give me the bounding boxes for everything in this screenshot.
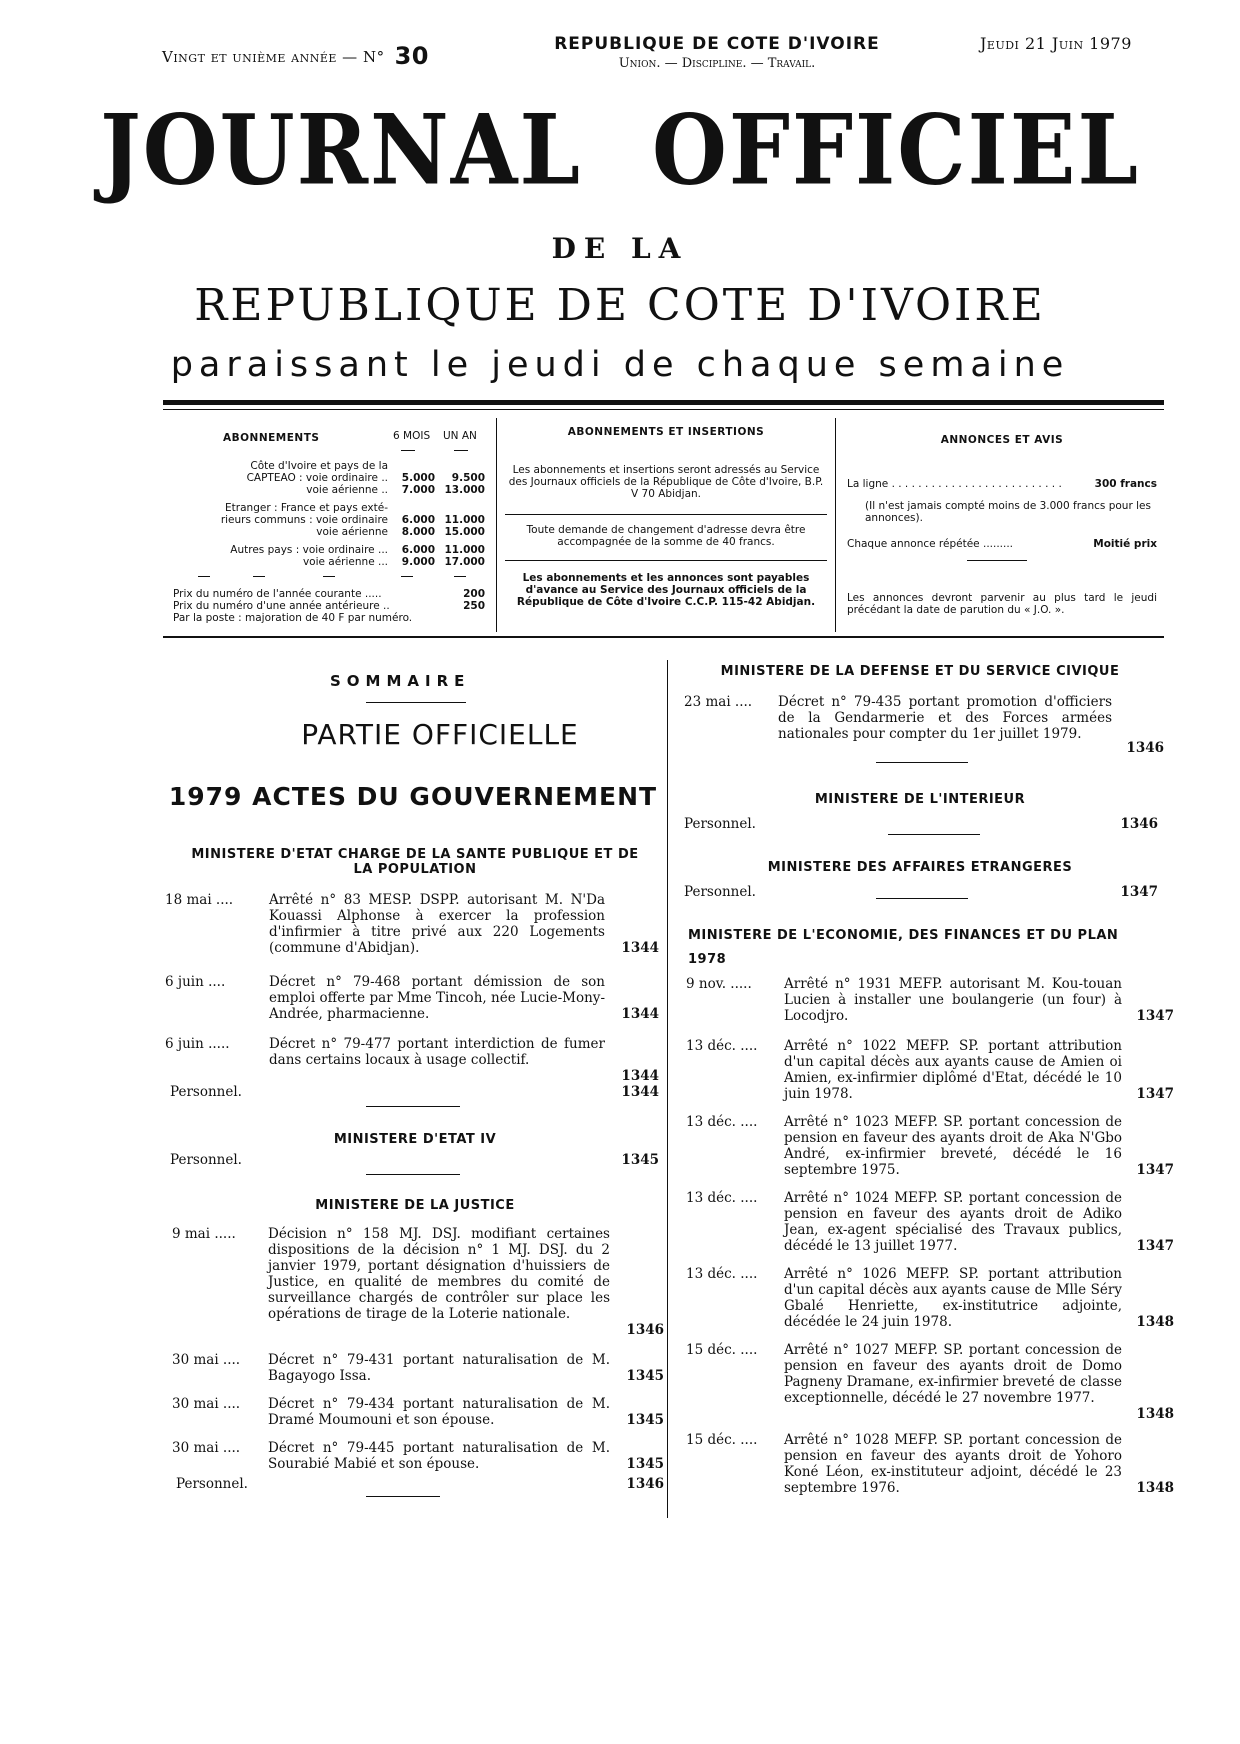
deadline-note: Les annonces devront parvenir au plus tard le jeudi précédant la date de parution du « J.O. ».: [847, 592, 1157, 616]
partie-officielle: PARTIE OFFICIELLE: [301, 718, 579, 751]
motto: Union. — Discipline. — Travail.: [618, 56, 816, 71]
entry-text: Décret n° 79-431 portant naturalisation de M. Bagayogo Issa.: [268, 1352, 610, 1384]
repeat-label: Chaque annonce répétée .........: [847, 538, 1014, 550]
entry-text: Arrêté n° 1026 MEFP. SP. portant attribution d'un capital décès aux ayants cause de Mlle Séry Gbalé Henriette, ex-institutrice adjointe, décédée le 24 juin 1978.: [784, 1266, 1122, 1330]
entry-text: Arrêté n° 1022 MEFP. SP. portant attribution d'un capital décès aux ayants cause de Amien oi Amien, ex-infirmier diplômé d'Etat, décédé le 10 juin 1978.: [784, 1038, 1122, 1102]
entry-page: 1345: [626, 1368, 664, 1384]
rate-6mois: 6.000: [401, 514, 435, 526]
entry-text: Arrêté n° 1023 MEFP. SP. portant concession de pension en faveur des ayants droit de Aka N'Gbo André, ex-infirmier breveté, décédé le 16 septembre 1975.: [784, 1114, 1122, 1178]
ministry-heading: MINISTERE DE L'ECONOMIE, DES FINANCES ET DU PLAN: [688, 928, 1119, 943]
entry-page: 1347: [1136, 1008, 1174, 1024]
entry-date: 9 mai .....: [172, 1226, 236, 1242]
entry-page: 1346: [1120, 816, 1158, 832]
rate-1an: 11.000: [444, 514, 485, 526]
ministry-heading: MINISTERE DES AFFAIRES ETRANGERES: [767, 860, 1073, 875]
subscription-box: [163, 412, 1164, 638]
entry-page: 1346: [1126, 740, 1164, 756]
rate-label: voie aérienne: [316, 526, 388, 538]
price-value: 250: [463, 600, 485, 612]
insertions-para-3: Les abonnements et les annonces sont payables d'avance au Service des Journaux officiels de la République de Côte d'Ivoire C.C.P. 115-42 Abidjan.: [516, 572, 816, 608]
entry-date: 13 déc. ....: [686, 1266, 758, 1282]
entry-date: 23 mai ....: [684, 694, 753, 710]
entry-text: Décision n° 158 MJ. DSJ. modifiant certaines dispositions de la décision n° 1 MJ. DSJ. du 2 janvier 1979, portant désignation d'huissiers de Justice, en qualité de membres du comité de surveillance chargés de contrôler sur place les opérations de tirage de la Loterie nationale.: [268, 1226, 610, 1322]
entry-page: 1347: [1120, 884, 1158, 900]
entry-date: 13 déc. ....: [686, 1038, 758, 1054]
issue-date: Jeudi 21 Juin 1979: [980, 34, 1132, 53]
entry-label: Personnel.: [170, 1152, 242, 1168]
entry-date: 6 juin ....: [165, 974, 226, 990]
entry-text: Arrêté n° 1028 MEFP. SP. portant concession de pension en faveur des ayants droit de Yohoro Koné Léon, ex-instituteur adjoint, décédé le 23 septembre 1976.: [784, 1432, 1122, 1496]
rate-label: CAPTEAO : voie ordinaire ..: [246, 472, 388, 484]
entry-page: 1346: [626, 1322, 664, 1338]
entry-text: Arrêté n° 1931 MEFP. autorisant M. Kou-touan Lucien à installer une boulangerie (un four) à Locodjro.: [784, 976, 1122, 1024]
entry-page: 1347: [1136, 1238, 1174, 1254]
entry-page: 1348: [1136, 1314, 1174, 1330]
year-heading: 1978: [688, 952, 727, 967]
insertions-heading: ABONNEMENTS ET INSERTIONS: [567, 426, 765, 438]
ministry-heading: MINISTERE DE LA JUSTICE: [315, 1198, 515, 1213]
entry-page: 1347: [1136, 1086, 1174, 1102]
entry-date: 18 mai ....: [165, 892, 234, 908]
entry-text: Décret n° 79-445 portant naturalisation de M. Sourabié Mabié et son épouse.: [268, 1440, 610, 1472]
entry-text: Décret n° 79-477 portant interdiction de fumer dans certains locaux à usage collectif.: [269, 1036, 605, 1068]
rate-6mois: 8.000: [401, 526, 435, 538]
minimum-note: (Il n'est jamais compté moins de 3.000 francs pour les annonces).: [865, 500, 1151, 524]
entry-label: Personnel.: [684, 884, 756, 900]
entry-text: Arrêté n° 1027 MEFP. SP. portant concession de pension en faveur des ayants droit de Domo Pagneny Dramane, ex-infirmier breveté de classe exceptionnelle, décédé le 27 novembre 1977.: [784, 1342, 1122, 1406]
annonces-heading: ANNONCES ET AVIS: [940, 434, 1064, 446]
ligne-label: La ligne . . . . . . . . . . . . . . . . . . . . . . . . . .: [847, 478, 1062, 490]
insertions-para-2: Toute demande de changement d'adresse devra être accompagnée de la somme de 40 francs.: [526, 524, 806, 548]
rate-1an: 13.000: [444, 484, 485, 496]
col-1an: UN AN: [443, 430, 477, 442]
entry-text: Décret n° 79-468 portant démission de son emploi offerte par Mme Tincoh, née Lucie-Mony-Andrée, pharmacienne.: [269, 974, 605, 1022]
rate-6mois: 6.000: [401, 544, 435, 556]
rate-label: voie aérienne ...: [302, 556, 388, 568]
entry-page: 1344: [621, 1084, 659, 1100]
entry-page: 1346: [626, 1476, 664, 1492]
republic-header: [552, 34, 882, 71]
entry-date: 9 nov. .....: [686, 976, 752, 992]
entry-page: 1344: [621, 1068, 659, 1084]
rate-label: Etranger : France et pays exté-: [225, 502, 388, 514]
entry-label: Personnel.: [684, 816, 756, 832]
entry-page: 1345: [626, 1456, 664, 1472]
actes-heading: 1979 ACTES DU GOUVERNEMENT: [168, 782, 658, 811]
entry-page: 1348: [1136, 1480, 1174, 1496]
masthead-republic: REPUBLIQUE DE COTE D'IVOIRE: [194, 280, 1046, 331]
ministry-heading: MINISTERE D'ETAT CHARGE DE LA SANTE PUBLIQUE ET DE LA POPULATION: [191, 847, 639, 877]
entry-date: 15 déc. ....: [686, 1432, 758, 1448]
repeat-value: Moitié prix: [1093, 538, 1157, 550]
issue-number: 30: [394, 42, 429, 70]
abonnements-heading: ABONNEMENTS: [223, 432, 320, 444]
publication-frequency: paraissant le jeudi de chaque semaine: [170, 345, 1070, 385]
republic-name: REPUBLIQUE DE COTE D'IVOIRE: [554, 34, 880, 54]
insertions-para-1: Les abonnements et insertions seront adressés au Service des Journaux officiels de la République de Côte d'Ivoire, B.P. V 70 Abidjan.: [508, 464, 824, 500]
entry-page: 1344: [621, 940, 659, 956]
ministry-heading: MINISTERE D'ETAT IV: [333, 1132, 497, 1147]
entry-date: 6 juin .....: [165, 1036, 230, 1052]
year-label: Vingt et unième année — N°: [162, 48, 385, 66]
rate-label: rieurs communs : voie ordinaire: [220, 514, 388, 526]
entry-label: Personnel.: [176, 1476, 248, 1492]
entry-page: 1345: [621, 1152, 659, 1168]
entry-text: Décret n° 79-434 portant naturalisation de M. Dramé Moumouni et son épouse.: [268, 1396, 610, 1428]
ministry-heading: MINISTERE DE L'INTERIEUR: [814, 792, 1026, 807]
rate-1an: 11.000: [444, 544, 485, 556]
rate-1an: 17.000: [444, 556, 485, 568]
rate-1an: 9.500: [451, 472, 485, 484]
price-value: 200: [463, 588, 485, 600]
column-separator: [667, 660, 668, 1518]
entry-date: 30 mai ....: [172, 1396, 241, 1412]
col-6mois: 6 MOIS: [393, 430, 431, 442]
entry-text: Décret n° 79-435 portant promotion d'officiers de la Gendarmerie et des Forces armées nationales pour compter du 1er juillet 1979.: [778, 694, 1112, 742]
entry-date: 13 déc. ....: [686, 1190, 758, 1206]
rate-label: voie aérienne ..: [306, 484, 388, 496]
rate-6mois: 9.000: [401, 556, 435, 568]
entry-date: 30 mai ....: [172, 1440, 241, 1456]
ligne-value: 300 francs: [1094, 478, 1157, 490]
entry-date: 13 déc. ....: [686, 1114, 758, 1130]
price-label: Prix du numéro d'une année antérieure ..: [173, 600, 390, 612]
rate-6mois: 5.000: [401, 472, 435, 484]
rate-label: Autres pays : voie ordinaire ...: [230, 544, 388, 556]
entry-date: 15 déc. ....: [686, 1342, 758, 1358]
entry-text: Arrêté n° 1024 MEFP. SP. portant concession de pension en faveur des ayants droit de Adiko Jean, ex-agent spécialisé des Travaux publics, décédé le 13 juillet 1977.: [784, 1190, 1122, 1254]
title-word-2: OFFICIEL: [651, 93, 1140, 207]
entry-date: 30 mai ....: [172, 1352, 241, 1368]
box-divider: [496, 418, 497, 632]
masthead-rule: [163, 400, 1164, 405]
masthead-rule-thin: [163, 409, 1164, 410]
title-word-1: JOURNAL: [100, 93, 582, 207]
box-divider: [835, 418, 836, 632]
sommaire-title: SOMMAIRE: [330, 672, 471, 690]
entry-text: Arrêté n° 83 MESP. DSPP. autorisant M. N'Da Kouassi Alphonse à exercer la profession d'infirmier à titre privé aux 220 Logements (commune d'Abidjan).: [269, 892, 605, 956]
entry-label: Personnel.: [170, 1084, 242, 1100]
entry-page: 1344: [621, 1006, 659, 1022]
entry-page: 1348: [1136, 1406, 1174, 1422]
price-label: Par la poste : majoration de 40 F par numéro.: [173, 612, 413, 624]
de-la: DE LA: [551, 232, 689, 265]
rate-1an: 15.000: [444, 526, 485, 538]
entry-page: 1345: [626, 1412, 664, 1428]
journal-title: [0, 93, 1240, 207]
rate-6mois: 7.000: [401, 484, 435, 496]
rate-label: Côte d'Ivoire et pays de la: [250, 460, 388, 472]
issue-line: [162, 42, 429, 70]
entry-page: 1347: [1136, 1162, 1174, 1178]
price-label: Prix du numéro de l'année courante .....: [173, 588, 382, 600]
ministry-heading: MINISTERE DE LA DEFENSE ET DU SERVICE CIVIQUE: [720, 664, 1120, 679]
